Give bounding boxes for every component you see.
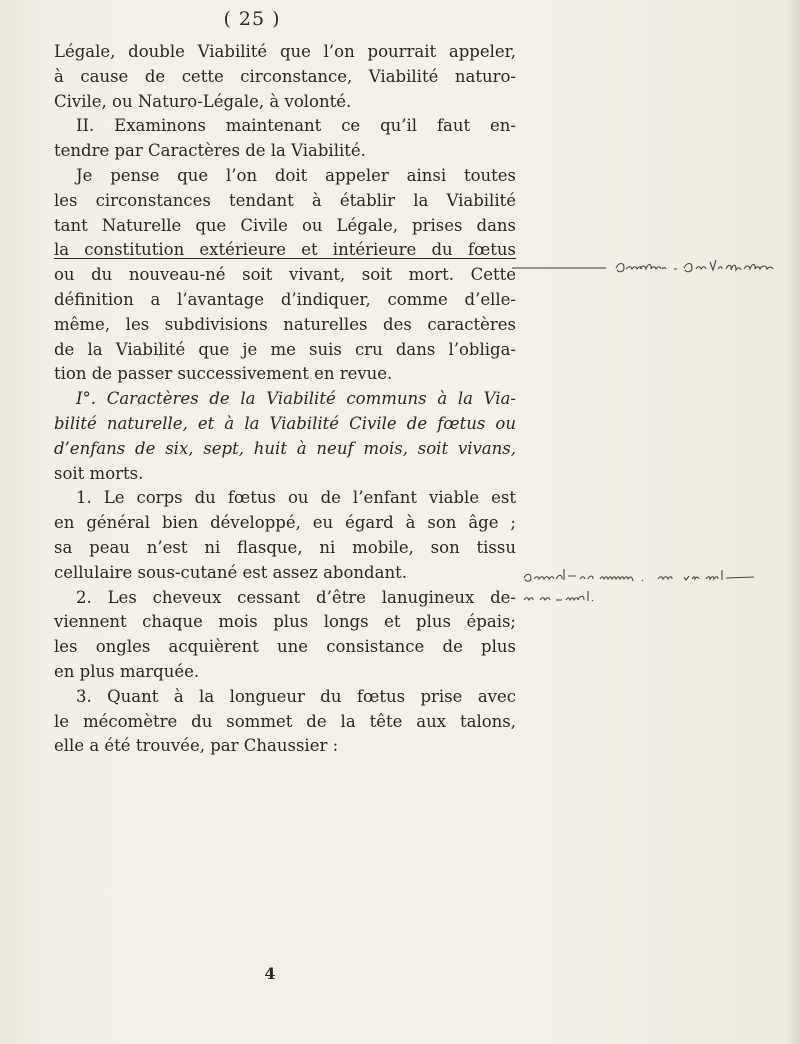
page-edge-shadow [786, 0, 800, 1044]
text-line: 2. Les cheveux cessant d’être lanugineux de- [76, 587, 516, 607]
paragraph-item-3 [54, 685, 516, 759]
text-line: de la Viabilité que je me suis cru dans l’obliga- [54, 339, 516, 359]
text-line: définition a l’avantage d’indiquer, comme d’elle- [54, 289, 516, 309]
paragraph-definition [54, 164, 516, 387]
paragraph-item-2 [54, 586, 516, 685]
text-line: Civile, ou Naturo-Légale, à volonté. [54, 91, 352, 111]
text-line: à cause de cette circonstance, Viabilité naturo- [54, 66, 516, 86]
text-line: bilité naturelle, et à la Viabilité Civile de fœtus ou [54, 413, 516, 433]
text-line: les circonstances tendant à établir la Viabilité [54, 190, 516, 210]
paragraph-continuation [54, 40, 516, 114]
text-line: ou du nouveau-né soit vivant, soit mort. Cette [54, 265, 516, 285]
text-line: 1. Le corps du fœtus ou de l’enfant viable est [76, 488, 516, 508]
text-line: même, les subdivisions naturelles des caractères [54, 314, 516, 334]
text-line: en plus marquée. [54, 661, 200, 681]
text-line: I°. Caractères de la Viabilité communs à la Via- [76, 389, 516, 409]
text-line: II. Examinons maintenant ce qu’il faut en- [76, 116, 516, 136]
text-line: en général bien développé, eu égard à son âge ; [54, 513, 516, 533]
signature-mark: 4 [264, 964, 276, 983]
text-line: Légale, double Viabilité que l’on pourrait appeler, [54, 42, 516, 61]
text-line: les ongles acquièrent une consistance de plus [54, 637, 516, 657]
text-line: tant Naturelle que Civile ou Légale, prises dans [54, 215, 516, 235]
text-line: soit morts. [54, 463, 144, 483]
margin-annotation-1 [512, 256, 800, 278]
text-line: 3. Quant à la longueur du fœtus prise avec [76, 686, 516, 706]
text-line: le mécomètre du sommet de la tête aux talons, [54, 711, 516, 731]
text-line: tendre par Caractères de la Viabilité. [54, 141, 366, 161]
paragraph-section-i [54, 387, 516, 486]
page-number: ( 25 ) [223, 8, 281, 30]
text-line: tion de passer successivement en revue. [54, 364, 393, 384]
text-line: cellulaire sous-cutané est assez abondant. [54, 562, 407, 582]
text-line: d’enfans de six, sept, huit à neuf mois, soit vivans, [54, 438, 516, 458]
paragraph-section-ii [54, 114, 516, 164]
text-line: Je pense que l’on doit appeler ainsi toutes [76, 165, 516, 185]
text-line-underlined: la constitution extérieure et intérieure du fœtus [54, 240, 516, 260]
text-line: viennent chaque mois plus longs et plus épais; [54, 612, 516, 632]
margin-annotation-2 [522, 564, 798, 608]
paragraph-item-1 [54, 486, 516, 585]
body-text [54, 40, 516, 759]
text-line: sa peau n’est ni flasque, ni mobile, son tissu [54, 537, 516, 557]
text-line: elle a été trouvée, par Chaussier : [54, 736, 339, 756]
